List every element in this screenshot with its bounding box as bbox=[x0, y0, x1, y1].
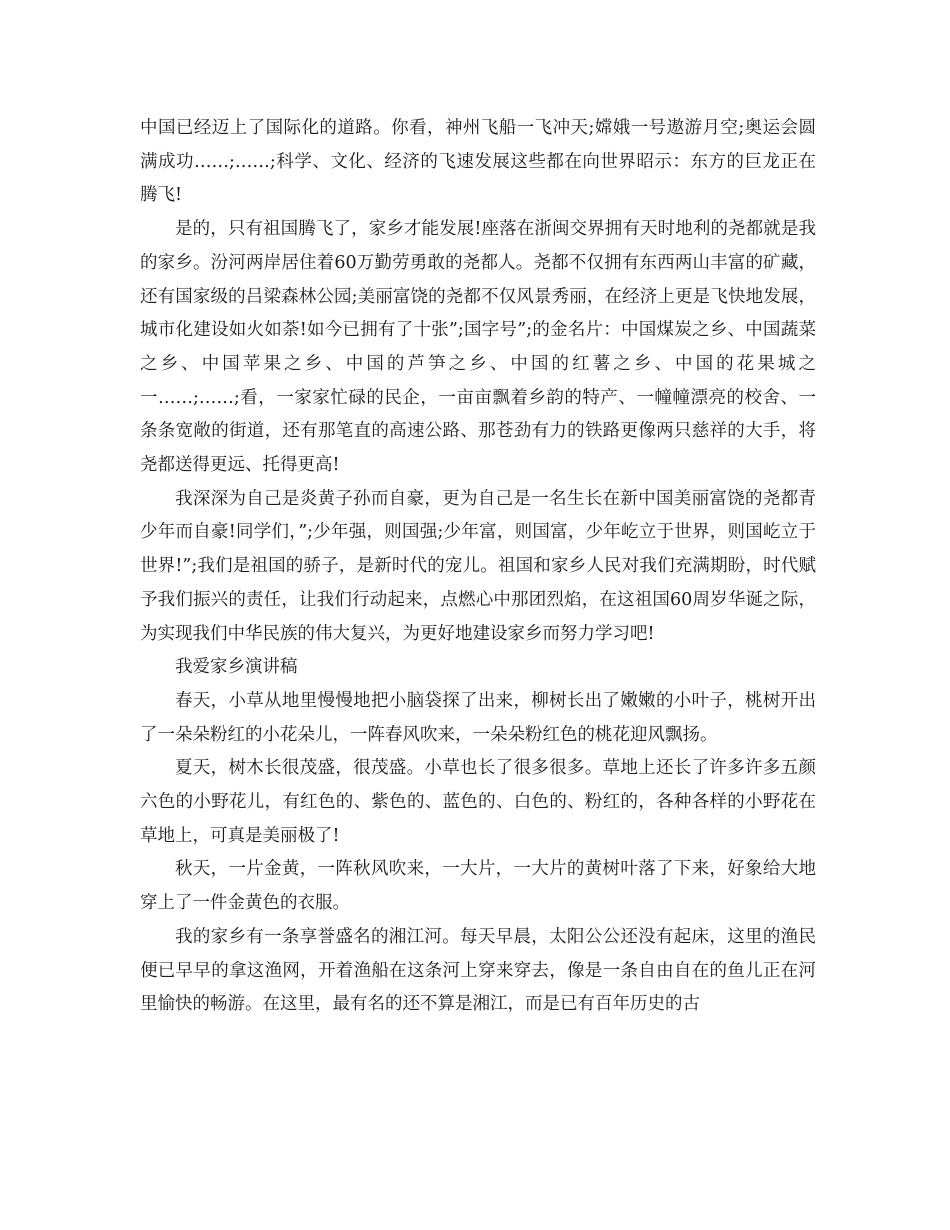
paragraph-pride: 我深深为自己是炎黄子孙而自豪，更为自己是一名生长在新中国美丽富饶的尧都青少年而自豪!同学们，”;少年强，则国强;少年富，则国富，少年屹立于世界，则国屹立于世界!”;我们是祖国的骄子，是新时代的宠儿。祖国和家乡人民对我们充满期盼，时代赋予我们振兴的责任，让我们行动起来，点燃心中那团烈焰，在这祖国60周岁华诞之际，为实现我们中华民族的伟大复兴，为更好地建设家乡而努力学习吧! bbox=[140, 488, 816, 644]
paragraph-summer: 夏天，树木长很茂盛，很茂盛。小草也长了很多很多。草地上还长了许多许多五颜六色的小野花儿，有红色的、紫色的、蓝色的、白色的、粉红的，各种各样的小野花在草地上，可真是美丽极了! bbox=[140, 758, 816, 846]
paragraph-continuation: 中国已经迈上了国际化的道路。你看，神州飞船一飞冲天;嫦娥一号遨游月空;奥运会圆满成功……;……;科学、文化、经济的飞速发展这些都在向世界昭示：东方的巨龙正在腾飞! bbox=[140, 118, 816, 206]
document-body bbox=[140, 112, 816, 1022]
paragraph-xiangjiang-river: 我的家乡有一条享誉盛名的湘江河。每天早晨，太阳公公还没有起床，这里的渔民便已早早的拿这渔网，开着渔船在这条河上穿来穿去，像是一条自由自在的鱼儿正在河里愉快的畅游。在这里，最有名的还不算是湘江，而是已有百年历史的古 bbox=[140, 926, 816, 1015]
paragraph-hometown-development: 是的，只有祖国腾飞了，家乡才能发展!座落在浙闽交界拥有天时地利的尧都就是我的家乡。汾河两岸居住着60万勤劳勇敢的尧都人。尧都不仅拥有东西两山丰富的矿藏，还有国家级的吕梁森林公园;美丽富饶的尧都不仅风景秀丽，在经济上更是飞快地发展，城市化建设如火如荼!如今已拥有了十张”;国字号”;的金名片：中国煤炭之乡、中国蔬菜之乡、中国苹果之乡、中国的芦笋之乡、中国的红薯之乡、中国的花果城之一……;……;看，一家家忙碌的民企，一亩亩飘着乡韵的特产、一幢幢漂亮的校舍、一条条宽敞的街道，还有那笔直的高速公路、那苍劲有力的铁路更像两只慈祥的大手，将尧都送得更远、托得更高! bbox=[140, 219, 816, 476]
section-title: 我爱家乡演讲稿 bbox=[175, 657, 298, 678]
paragraph-spring: 春天，小草从地里慢慢地把小脑袋探了出来，柳树长出了嫩嫩的小叶子，桃树开出了一朵朵粉红的小花朵儿，一阵春风吹来，一朵朵粉红色的桃花迎风飘扬。 bbox=[140, 690, 816, 745]
paragraph-autumn: 秋天，一片金黄，一阵秋风吹来，一大片，一大片的黄树叶落了下来，好象给大地穿上了一件金黄色的衣服。 bbox=[140, 859, 816, 914]
